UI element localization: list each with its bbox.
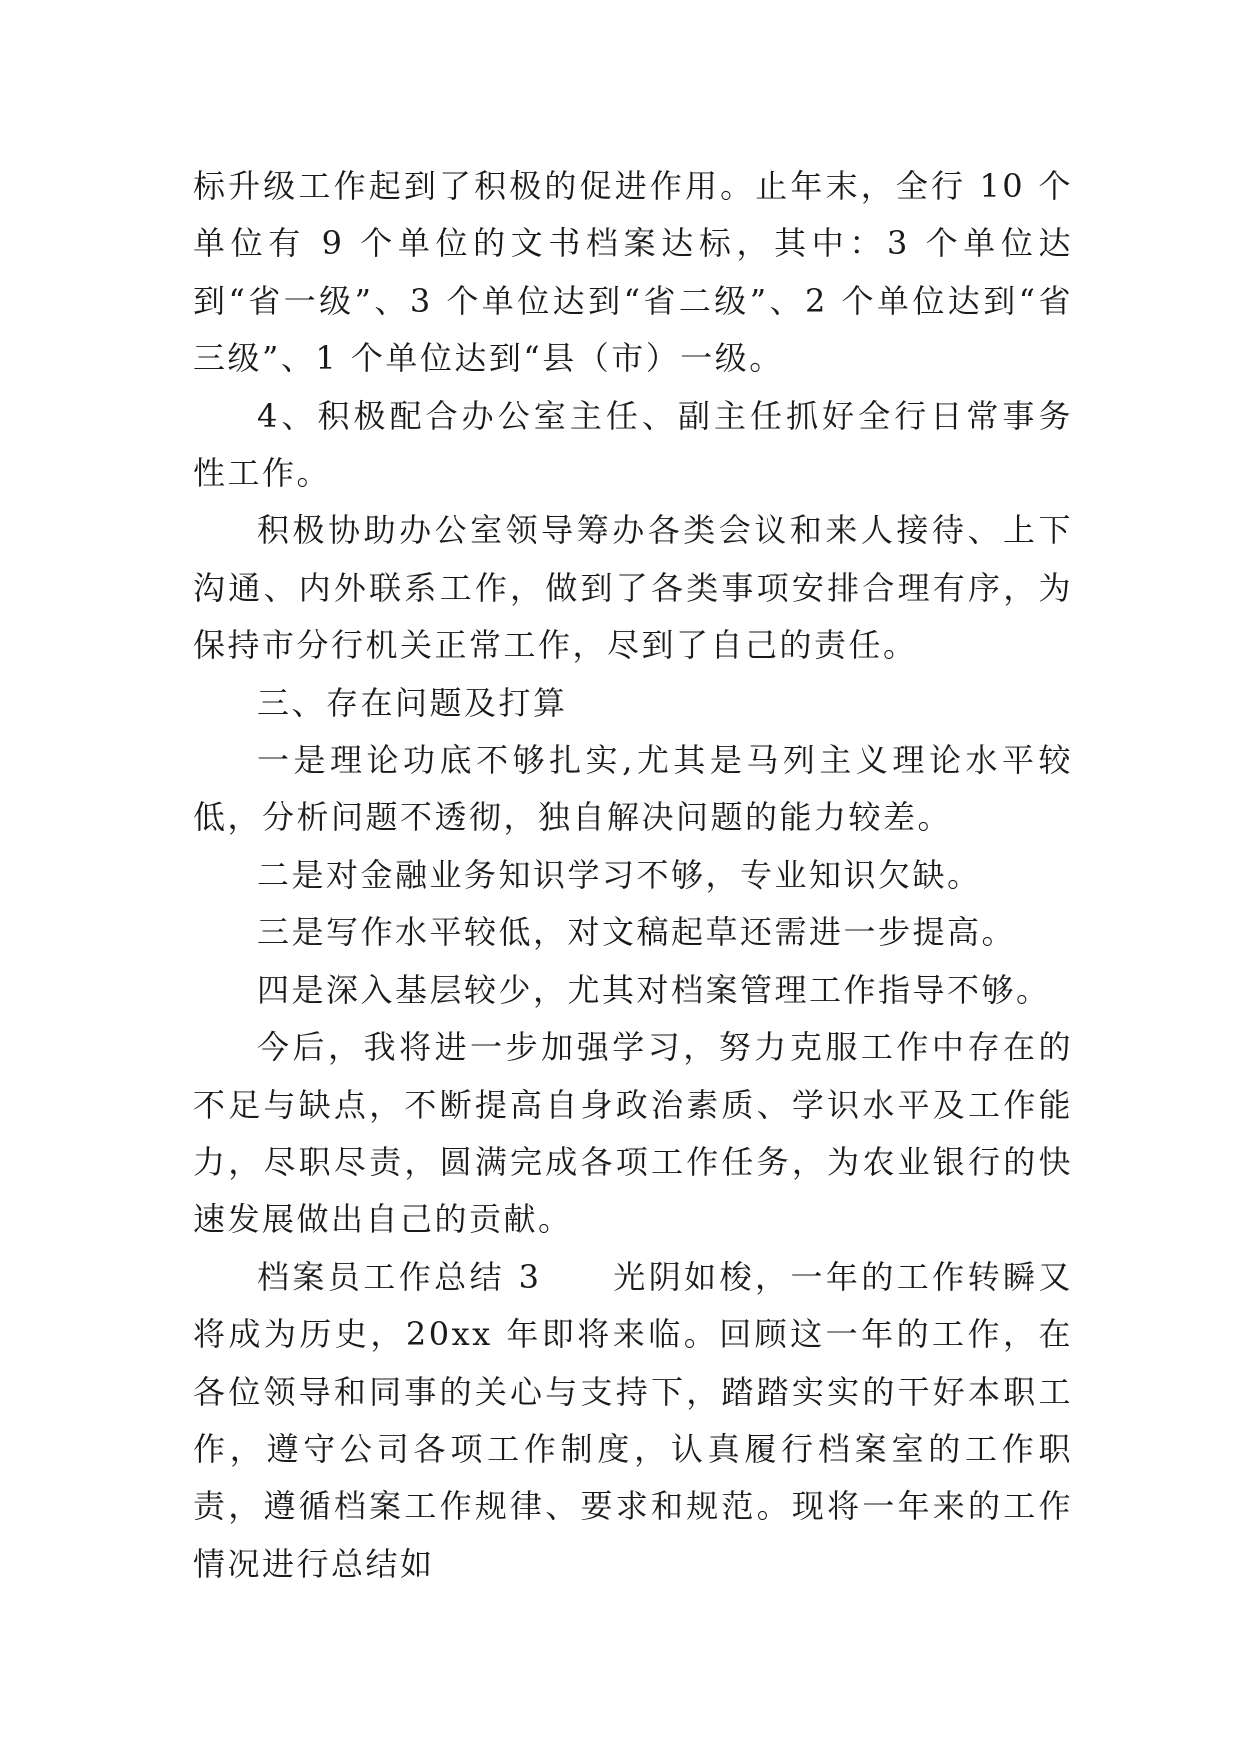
paragraph-6: 二是对金融业务知识学习不够，专业知识欠缺。 [257,855,982,894]
paragraph-10: 档案员工作总结 3 光阴如梭，一年的工作转瞬又将成为历史，20xx 年即将来临。回顾这一年的工作，在各位领导和同事的关心与支持下，踏踏实实的干好本职工作，遵守公司各项工作制度，认真履行档案室的工作职责，遵循档案工作规律、要求和规范。现将一年来的工作情况进行总结如 [193,1257,1073,1583]
paragraph-7: 三是写作水平较低，对文稿起草还需进一步提高。 [257,913,1017,952]
paragraph-5: 一是理论功底不够扎实,尤其是马列主义理论水平较低，分析问题不透彻，独自解决问题的能力较差。 [193,741,1073,837]
paragraph-8: 四是深入基层较少，尤其对档案管理工作指导不够。 [257,970,1051,1009]
paragraph-9: 今后，我将进一步加强学习，努力克服工作中存在的不足与缺点，不断提高自身政治素质、学识水平及工作能力，尽职尽责，圆满完成各项工作任务，为农业银行的快速发展做出自己的贡献。 [193,1028,1073,1239]
paragraph-3: 积极协助办公室领导筹办各类会议和来人接待、上下沟通、内外联系工作，做到了各类事项安排合理有序，为保持市分行机关正常工作，尽到了自己的责任。 [193,511,1073,665]
section-heading: 三、存在问题及打算 [257,683,568,722]
document-body [193,158,1073,1593]
paragraph-2: 4、积极配合办公室主任、副主任抓好全行日常事务性工作。 [193,396,1073,493]
paragraph-1: 标升级工作起到了积极的促进作用。止年末，全行 10 个单位有 9 个单位的文书档案达标，其中：3 个单位达到“省一级”、3 个单位达到“省二级”、2 个单位达到“省三级”、1 个单位达到“县（市）一级。 [193,167,1073,378]
